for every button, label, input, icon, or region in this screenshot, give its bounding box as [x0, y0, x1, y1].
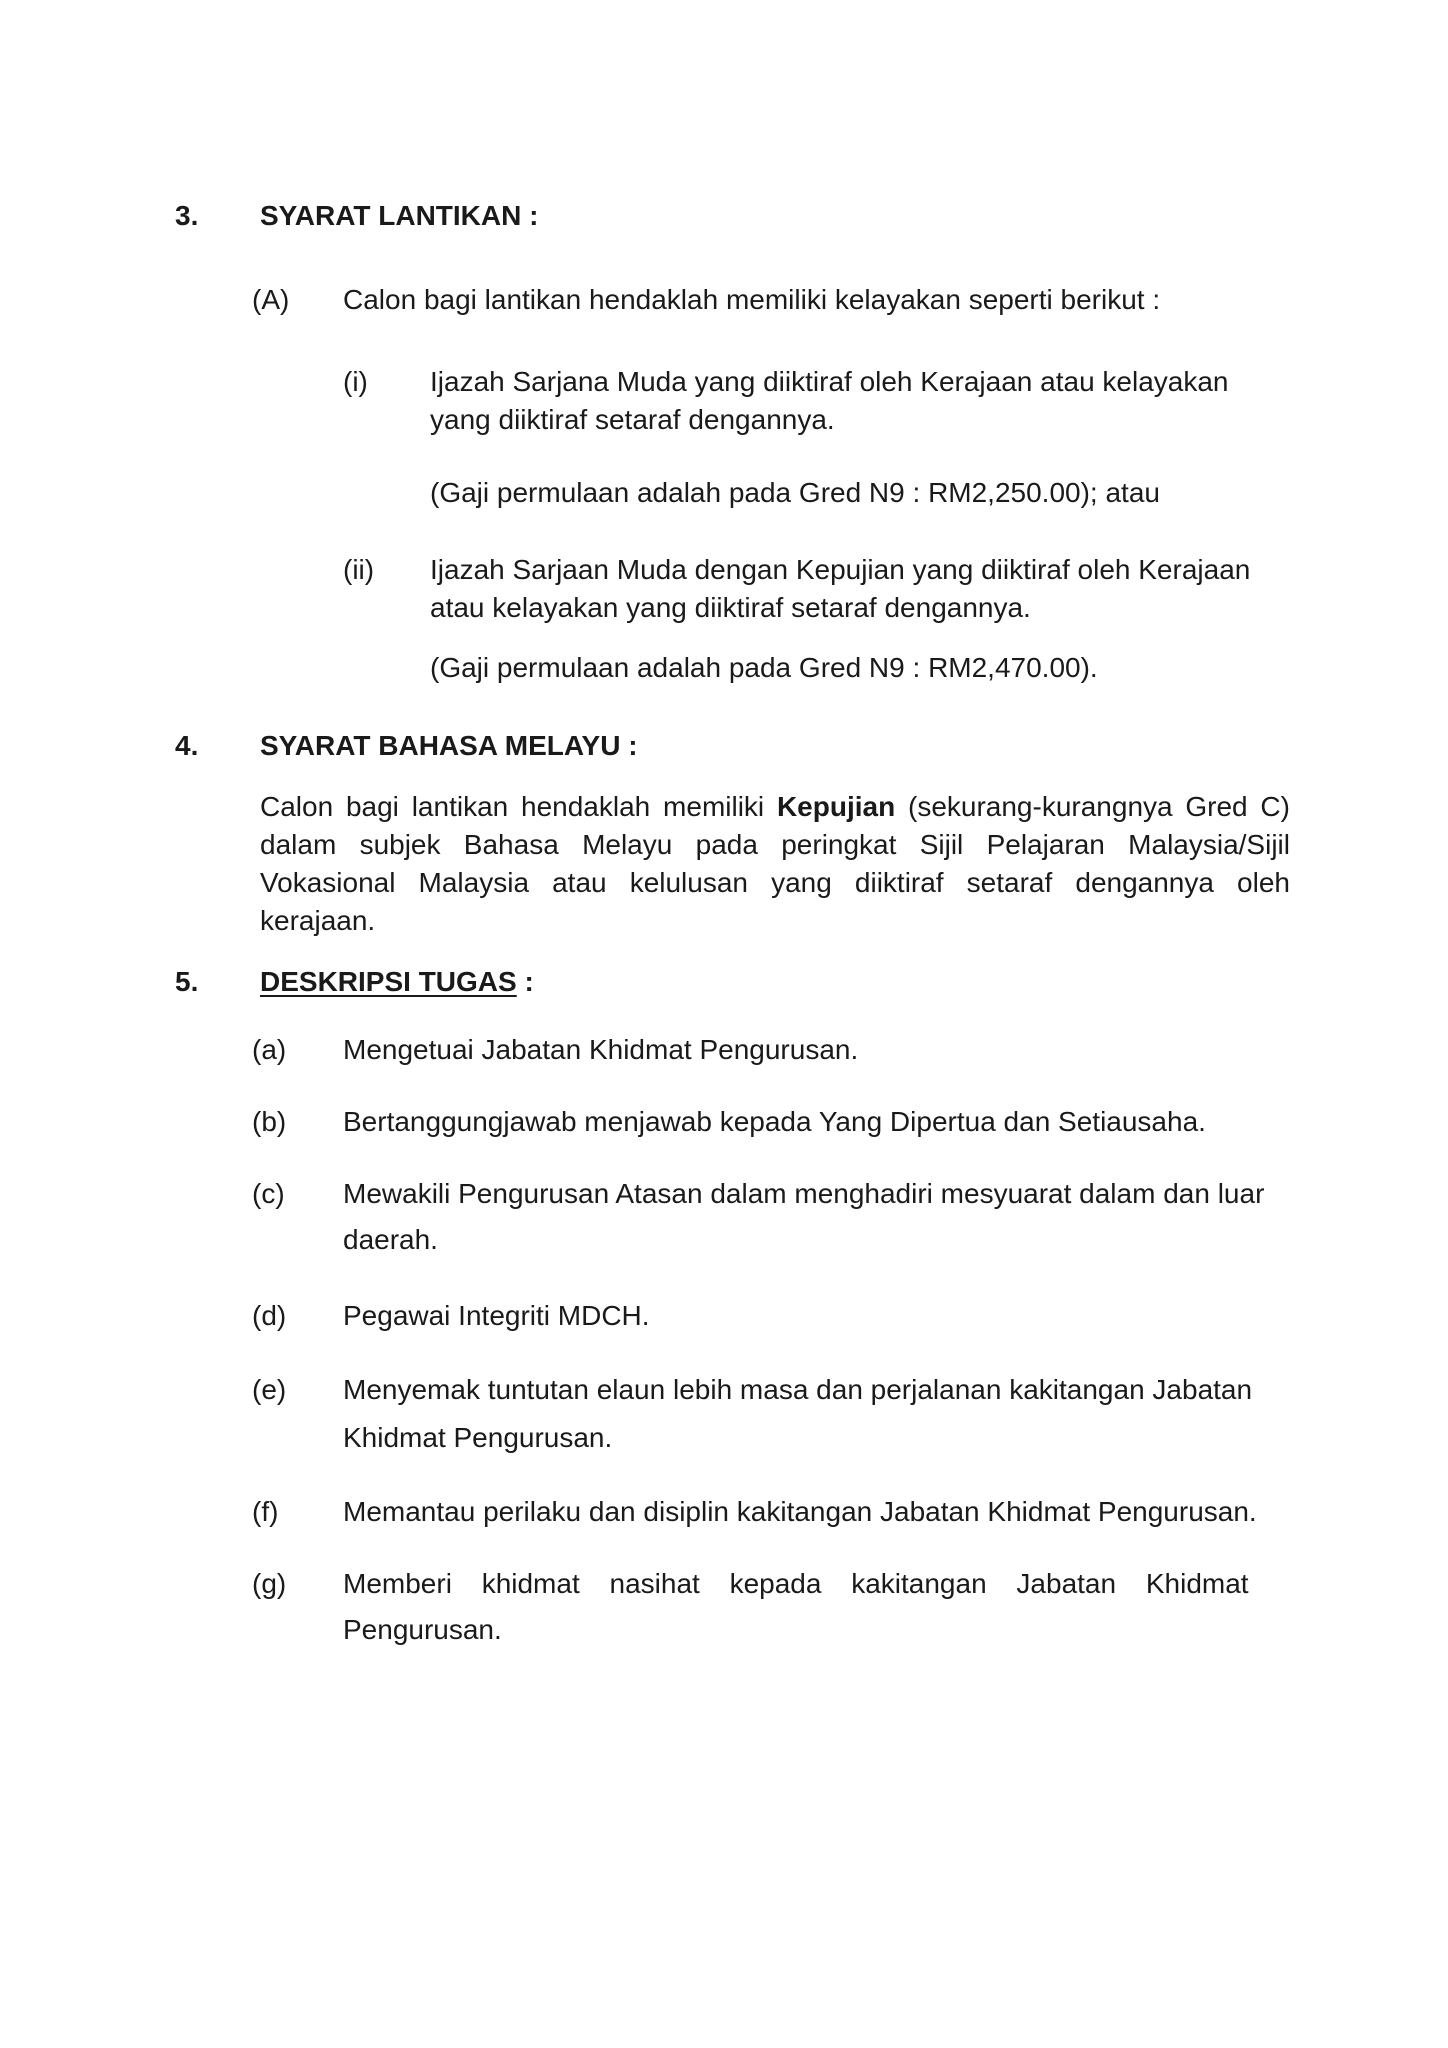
duty-e-line2: Khidmat Pengurusan.	[343, 1422, 613, 1453]
section-5-number: 5.	[175, 966, 199, 997]
section-3-number: 3.	[175, 200, 199, 231]
section-4-paragraph	[260, 788, 1290, 940]
paragraph-bold-kepujian: Kepujian	[776, 791, 896, 822]
duty-a-text: Mengetuai Jabatan Khidmat Pengurusan.	[343, 1034, 859, 1065]
duty-b-label: (b)	[252, 1106, 287, 1137]
section-4-number: 4.	[175, 730, 199, 761]
duty-d-text: Pegawai Integriti MDCH.	[343, 1300, 650, 1331]
paragraph-text-before: Calon bagi lantikan hendaklah memiliki	[260, 791, 777, 822]
duty-c-label: (c)	[252, 1178, 285, 1209]
duty-d-label: (d)	[252, 1300, 287, 1331]
sub-ii-line1: Ijazah Sarjaan Muda dengan Kepujian yang diiktiraf oleh Kerajaan	[430, 554, 1251, 585]
duty-e-line1: Menyemak tuntutan elaun lebih masa dan perjalanan kakitangan Jabatan	[343, 1374, 1253, 1405]
sub-ii-label: (ii)	[343, 554, 375, 585]
sub-ii-salary: (Gaji permulaan adalah pada Gred N9 : RM2,470.00).	[430, 652, 1098, 683]
item-A-label: (A)	[252, 284, 290, 315]
item-A-text: Calon bagi lantikan hendaklah memiliki kelayakan seperti berikut :	[343, 284, 1161, 315]
section-5-title-wrap	[260, 966, 534, 998]
duty-f-text: Memantau perilaku dan disiplin kakitangan Jabatan Khidmat Pengurusan.	[343, 1496, 1257, 1527]
duty-c-line1: Mewakili Pengurusan Atasan dalam menghadiri mesyuarat dalam dan luar	[343, 1178, 1265, 1209]
duty-b-text: Bertanggungjawab menjawab kepada Yang Dipertua dan Setiausaha.	[343, 1106, 1206, 1137]
duty-e-label: (e)	[252, 1374, 287, 1405]
sub-i-line1: Ijazah Sarjana Muda yang diiktiraf oleh Kerajaan atau kelayakan	[430, 366, 1229, 397]
section-5-colon: :	[524, 966, 534, 997]
duty-c-line2: daerah.	[343, 1224, 438, 1255]
section-4-title: SYARAT BAHASA MELAYU :	[260, 730, 638, 761]
duty-g-line2: Pengurusan.	[343, 1614, 502, 1645]
duty-g-line1: Memberi khidmat nasihat kepada kakitangan Jabatan Khidmat	[343, 1568, 1249, 1599]
duty-g-line1-wrap	[343, 1568, 1290, 1600]
paragraph-text-after: (sekurang-kurangnya Gred C) dalam subjek Bahasa Melayu pada peringkat Sijil Pelajaran Malaysia/Sijil Vokasional Malaysia atau kelulusan yang diiktiraf setaraf dengannya oleh kerajaan.	[260, 791, 1290, 936]
duty-f-label: (f)	[252, 1496, 279, 1527]
duty-a-label: (a)	[252, 1034, 287, 1065]
sub-i-salary: (Gaji permulaan adalah pada Gred N9 : RM2,250.00); atau	[430, 477, 1160, 508]
section-3-title: SYARAT LANTIKAN :	[260, 200, 539, 231]
sub-ii-line2: atau kelayakan yang diiktiraf setaraf dengannya.	[430, 592, 1031, 623]
duty-g-label: (g)	[252, 1568, 287, 1599]
sub-i-line2: yang diiktiraf setaraf dengannya.	[430, 404, 835, 435]
section-5-title: DESKRIPSI TUGAS	[260, 966, 517, 997]
sub-i-label: (i)	[343, 366, 368, 397]
